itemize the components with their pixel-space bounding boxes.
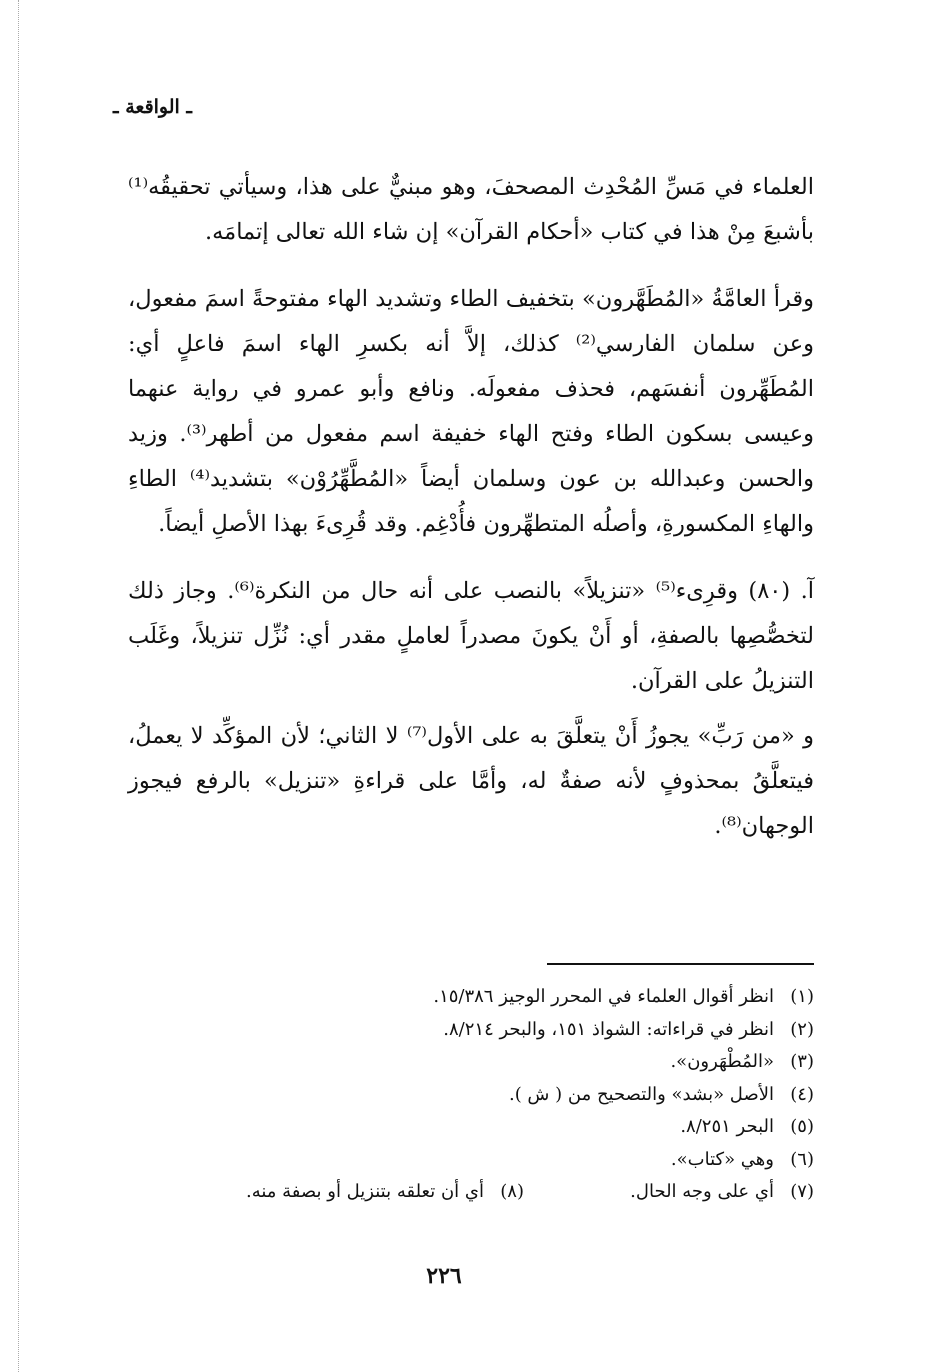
footnote-text: انظر في قراءاته: الشواذ ١٥١، والبحر ٨/٢١٤. xyxy=(443,1018,774,1040)
footnote-number: (٨) xyxy=(500,1181,524,1202)
footnotes xyxy=(128,981,814,1209)
footnote-8 xyxy=(246,1176,524,1209)
footnote-number: (٥) xyxy=(790,1116,814,1137)
footnote-number: (٤) xyxy=(790,1083,814,1105)
footnote-text: أي أن تعلقه بتنزيل أو بصفة منه. xyxy=(245,1181,484,1202)
footnote-text: وهي «كتاب». xyxy=(670,1148,774,1170)
footnote-5 xyxy=(128,1111,814,1144)
footnote-1 xyxy=(128,981,814,1014)
page-number: ٢٢٦ xyxy=(426,1263,462,1289)
footnote-number: (٦) xyxy=(790,1148,814,1170)
footnote-7 xyxy=(524,1176,814,1209)
running-head: ـ الواقعة ـ xyxy=(113,96,192,118)
footnote-number: (٧) xyxy=(790,1181,814,1202)
scan-margin-line xyxy=(18,0,19,1372)
footnote-row xyxy=(128,1176,814,1209)
footnote-4 xyxy=(128,1079,814,1112)
paragraph-2: وقرأ العامَّةُ «المُطَهَّرون» بتخفيف الطاء وتشديد الهاء مفتوحةً اسمَ مفعول، وعن سلمان الفارسي⁽²⁾ كذلك، إلاَّ أنه بكسرِ الهاء اسمَ فاعلٍ أي: المُطَهِّرون أنفسَهم، فحذف مفعولَه. ونافع وأبو عمرو في رواية عنهما وعيسى بسكون الطاء وفتح الهاء خفيفة اسم مفعول من أطهر⁽³⁾. وزيد والحسن وعبدالله بن عون وسلمان أيضاً «المُطَّهِّرُوْن» بتشديد⁽⁴⁾ الطاءِ والهاءِ المكسورةِ، وأصلُه المتطهِّرون فأُدْغِم. وقد قُرِىءَ بهذا الأصلِ أيضاً. xyxy=(128,286,815,537)
footnote-text: انظر أقوال العلماء في المحرر الوجيز ١٥/٣٨٦. xyxy=(433,986,774,1007)
footnote-text: البحر ٨/٢٥١. xyxy=(680,1116,774,1137)
main-text xyxy=(128,165,814,871)
footnote-text: «المُطْهَرون». xyxy=(670,1051,774,1072)
paragraph-1: العلماء في مَسِّ المُحْدِث المصحفَ، وهو مبنيٌّ على هذا، وسيأتي تحقيقُه⁽¹⁾ بأشبعَ مِنْ هذا في كتاب «أحكام القرآن» إن شاء الله تعالى إتمامَه. xyxy=(128,174,814,245)
footnote-separator xyxy=(547,963,814,965)
footnote-3 xyxy=(128,1046,814,1079)
footnote-text: أي على وجه الحال. xyxy=(630,1181,774,1202)
paragraph-4: و «من رَبِّ» يجوزُ أَنْ يتعلَّقَ به على الأول⁽⁷⁾ لا الثاني؛ لأن المؤكِّد لا يعملُ، فيتعلَّقُ بمحذوفٍ لأنه صفةٌ له، وأمَّا على قراءةِ «تنزيل» بالرفع فيجوز الوجهان⁽⁸⁾. xyxy=(128,723,814,839)
footnote-6 xyxy=(128,1144,814,1177)
footnote-2 xyxy=(128,1014,814,1047)
footnote-number: (٢) xyxy=(790,1018,814,1040)
footnote-number: (١) xyxy=(790,986,814,1007)
footnote-number: (٣) xyxy=(790,1051,814,1072)
paragraph-3: آ. (٨٠) وقرِىء⁽⁵⁾ «تنزيلاً» بالنصب على أنه حال من النكرة⁽⁶⁾. وجاز ذلك لتخصُّصِها بالصفةِ، أو أَنْ يكونَ مصدراً لعاملٍ مقدر أي: نُزِّل تنزيلاً، وغَلَب التنزيلُ على القرآن. xyxy=(128,578,814,694)
footnote-text: الأصل «بشد» والتصحيح من ( ش ). xyxy=(508,1083,774,1105)
